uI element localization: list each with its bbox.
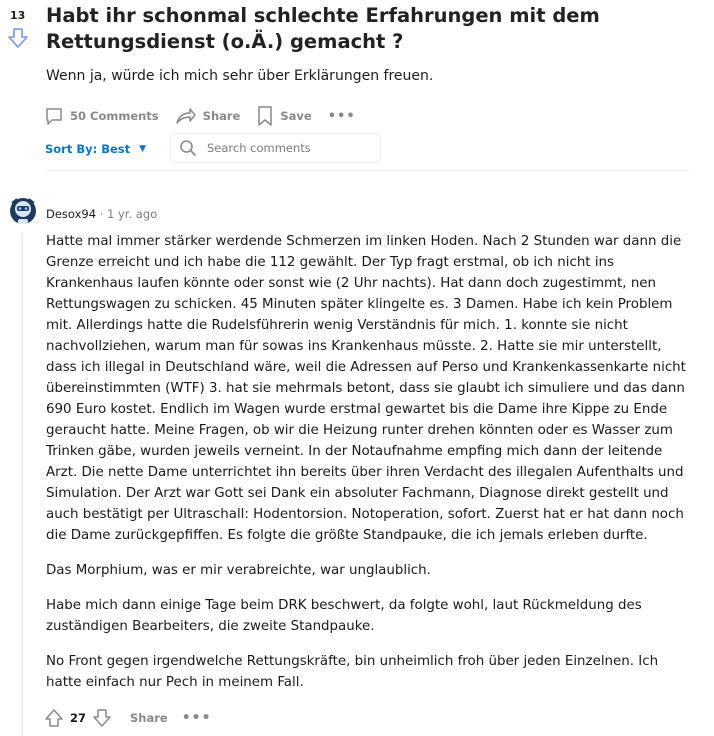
- comment-actions: [44, 707, 212, 729]
- search-icon: [179, 139, 197, 157]
- post-body: Wenn ja, würde ich mich sehr über Erklärungen freuen.: [46, 68, 434, 84]
- sort-label: Sort By: Best: [45, 142, 131, 156]
- sort-dropdown[interactable]: [45, 142, 146, 156]
- share-button[interactable]: [175, 106, 241, 126]
- save-label: Save: [280, 109, 312, 123]
- caret-down-icon: ▼: [139, 144, 147, 154]
- share-label: Share: [202, 109, 241, 123]
- comment-more-options-icon[interactable]: •••: [181, 710, 212, 726]
- comments-button[interactable]: [44, 106, 159, 126]
- post-actions: [44, 103, 372, 129]
- comment-author[interactable]: Desox94: [46, 207, 97, 221]
- user-avatar[interactable]: [8, 195, 38, 227]
- thread-line[interactable]: [21, 233, 23, 736]
- comment-paragraph: Habe mich dann einige Tage beim DRK beschwert, da folgte wohl, laut Rückmeldung des zuständigen Bearbeiters, die zweite Standpauke.: [46, 598, 642, 634]
- upvote-icon[interactable]: [44, 708, 64, 728]
- comment-share-button[interactable]: Share: [130, 711, 168, 725]
- comment-meta: [46, 207, 157, 221]
- comment-paragraph: No Front gegen irgendwelche Rettungskräfte, bin unheimlich froh über jeden Einzelnen. Ich hatte einfach nur Pech in meinem Fall.: [46, 654, 659, 690]
- search-comments-box[interactable]: [170, 133, 381, 163]
- downvote-icon[interactable]: [7, 27, 29, 49]
- comments-label: 50 Comments: [70, 109, 159, 123]
- share-icon: [175, 106, 197, 126]
- comment-paragraph: Hatte mal immer stärker werdende Schmerzen im linken Hoden. Nach 2 Stunden war dann die Grenze erreicht und ich habe die 112 gewählt. Der Typ fragt erstmal, ob ich nicht ins Krankenhaus laufen könnte oder sonst wie (2 Uhr nachts). Hat dann doch zugestimmt, nen Rettungswagen zu schicken. 45 Minuten später klingelte es. 3 Damen. Habe ich kein Problem mit. Allerdings hatte die Rudelsführerin wenig Verständnis für mich. 1. konnte sie nicht nachvollziehen, warum man für sowas ins Krankenhaus müsste. 2. Hatte sie mir unterstellt, dass ich illegal in Deutschland wäre, weil die Adressen auf Perso und Krankenkassenkarte nicht übereinstimmten (WTF) 3. hat sie mehrmals betont, dass sie glaubt ich simuliere und das dann 690 Euro kostet. Endlich im Wagen wurde erstmal gewartet bis die Dame ihre Kippe zu Ende geraucht hatte. Meine Fragen, ob wir die Heizung runter drehen könnten oder es Wasser zum Trinken gäbe, wurden jeweils verneint. In der Notaufnahme empfing mich dann der leitende Arzt. Die nette Dame unterrichtet ihn bereits über ihren Verdacht des illegalen Aufenthalts und Simulation. Der Arzt war Gott sei Dank ein absoluter Fachmann, Diagnose direkt gestellt und auch bestätigt per Ultraschall: Hodentorsion. Notoperation, sofort. Zuerst hat er hat dann noch die Dame zurückgepfiffen. Es folgte die größte Standpauke, die ich jemals erleben durfte.: [46, 234, 686, 543]
- bookmark-icon: [256, 105, 274, 127]
- comment-icon: [44, 106, 64, 126]
- search-comments-input[interactable]: [205, 140, 369, 156]
- downvote-icon[interactable]: [92, 708, 112, 728]
- post-title: Habt ihr schonmal schlechte Erfahrungen mit dem Rettungsdienst (o.Ä.) gemacht ?: [46, 4, 600, 53]
- comment-body: [46, 231, 686, 707]
- save-button[interactable]: [256, 105, 311, 127]
- comment-paragraph: Das Morphium, was er mir verabreichte, war unglaublich.: [46, 563, 431, 578]
- comment-age[interactable]: 1 yr. ago: [107, 207, 158, 221]
- comment-vote-count: 27: [70, 711, 87, 725]
- meta-separator: ·: [96, 207, 108, 221]
- post-vote-count: 13: [10, 9, 26, 22]
- divider: [46, 170, 689, 171]
- more-options-button[interactable]: [328, 109, 356, 124]
- more-options-icon: •••: [327, 108, 356, 124]
